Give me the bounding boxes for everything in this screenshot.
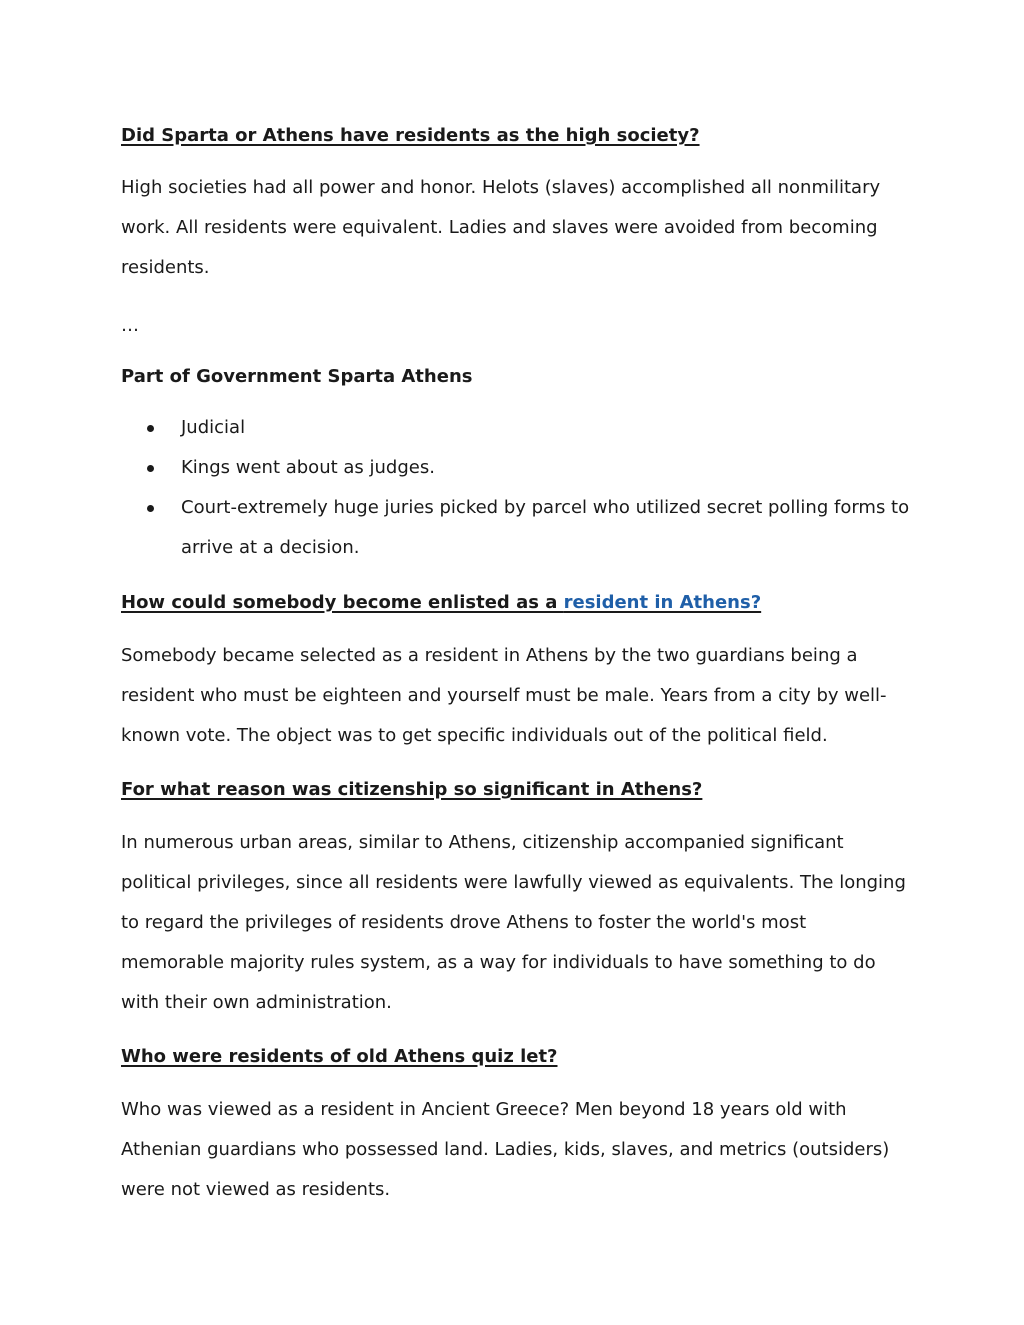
list-item-text: Kings went about as judges. xyxy=(181,457,435,478)
paragraph-high-societies: High societies had all power and honor. Helots (slaves) accomplished all nonmilitary work. All residents were equivalent. Ladies and slaves were avoided from becoming residents. xyxy=(121,177,881,278)
bullet-icon xyxy=(147,465,154,472)
list-item xyxy=(121,448,911,488)
list-item-text: Court-extremely huge juries picked by parcel who utilized secret polling forms to arrive at a decision. xyxy=(181,497,910,558)
heading-prefix: How could somebody become enlisted as a xyxy=(121,592,564,613)
paragraph-numerous-urban-areas: In numerous urban areas, similar to Athens, citizenship accompanied significant political privileges, since all residents were lawfully viewed as equivalents. The longing to regard the privileges of residents drove Athens to foster the world's most memorable majority rules system, as a way for individuals to have something to do with their own administration. xyxy=(121,832,906,1013)
heading-sparta-athens-high-society: Did Sparta or Athens have residents as the high society? xyxy=(121,125,700,146)
paragraph-became-selected: Somebody became selected as a resident in Athens by the two guardians being a resident who must be eighteen and yourself must be male. Years from a city by well-known vote. The object was to get specific individuals out of the political field. xyxy=(121,645,887,746)
paragraph-viewed-as-resident: Who was viewed as a resident in Ancient Greece? Men beyond 18 years old with Athenian guardians who possessed land. Ladies, kids, slaves, and metrics (outsiders) were not viewed as residents. xyxy=(121,1099,890,1200)
list-item-text: Judicial xyxy=(181,417,246,438)
government-bullet-list xyxy=(121,408,911,568)
heading-become-resident xyxy=(121,588,761,618)
heading-part-of-government: Part of Government Sparta Athens xyxy=(121,366,473,387)
heading-citizenship-significant: For what reason was citizenship so significant in Athens? xyxy=(121,779,703,800)
ellipsis: … xyxy=(121,315,139,336)
list-item xyxy=(121,488,911,568)
heading-residents-old-athens: Who were residents of old Athens quiz let? xyxy=(121,1046,558,1067)
resident-in-athens-link[interactable]: resident in Athens? xyxy=(563,592,762,613)
list-item xyxy=(121,408,911,448)
bullet-icon xyxy=(147,425,154,432)
bullet-icon xyxy=(147,505,154,512)
